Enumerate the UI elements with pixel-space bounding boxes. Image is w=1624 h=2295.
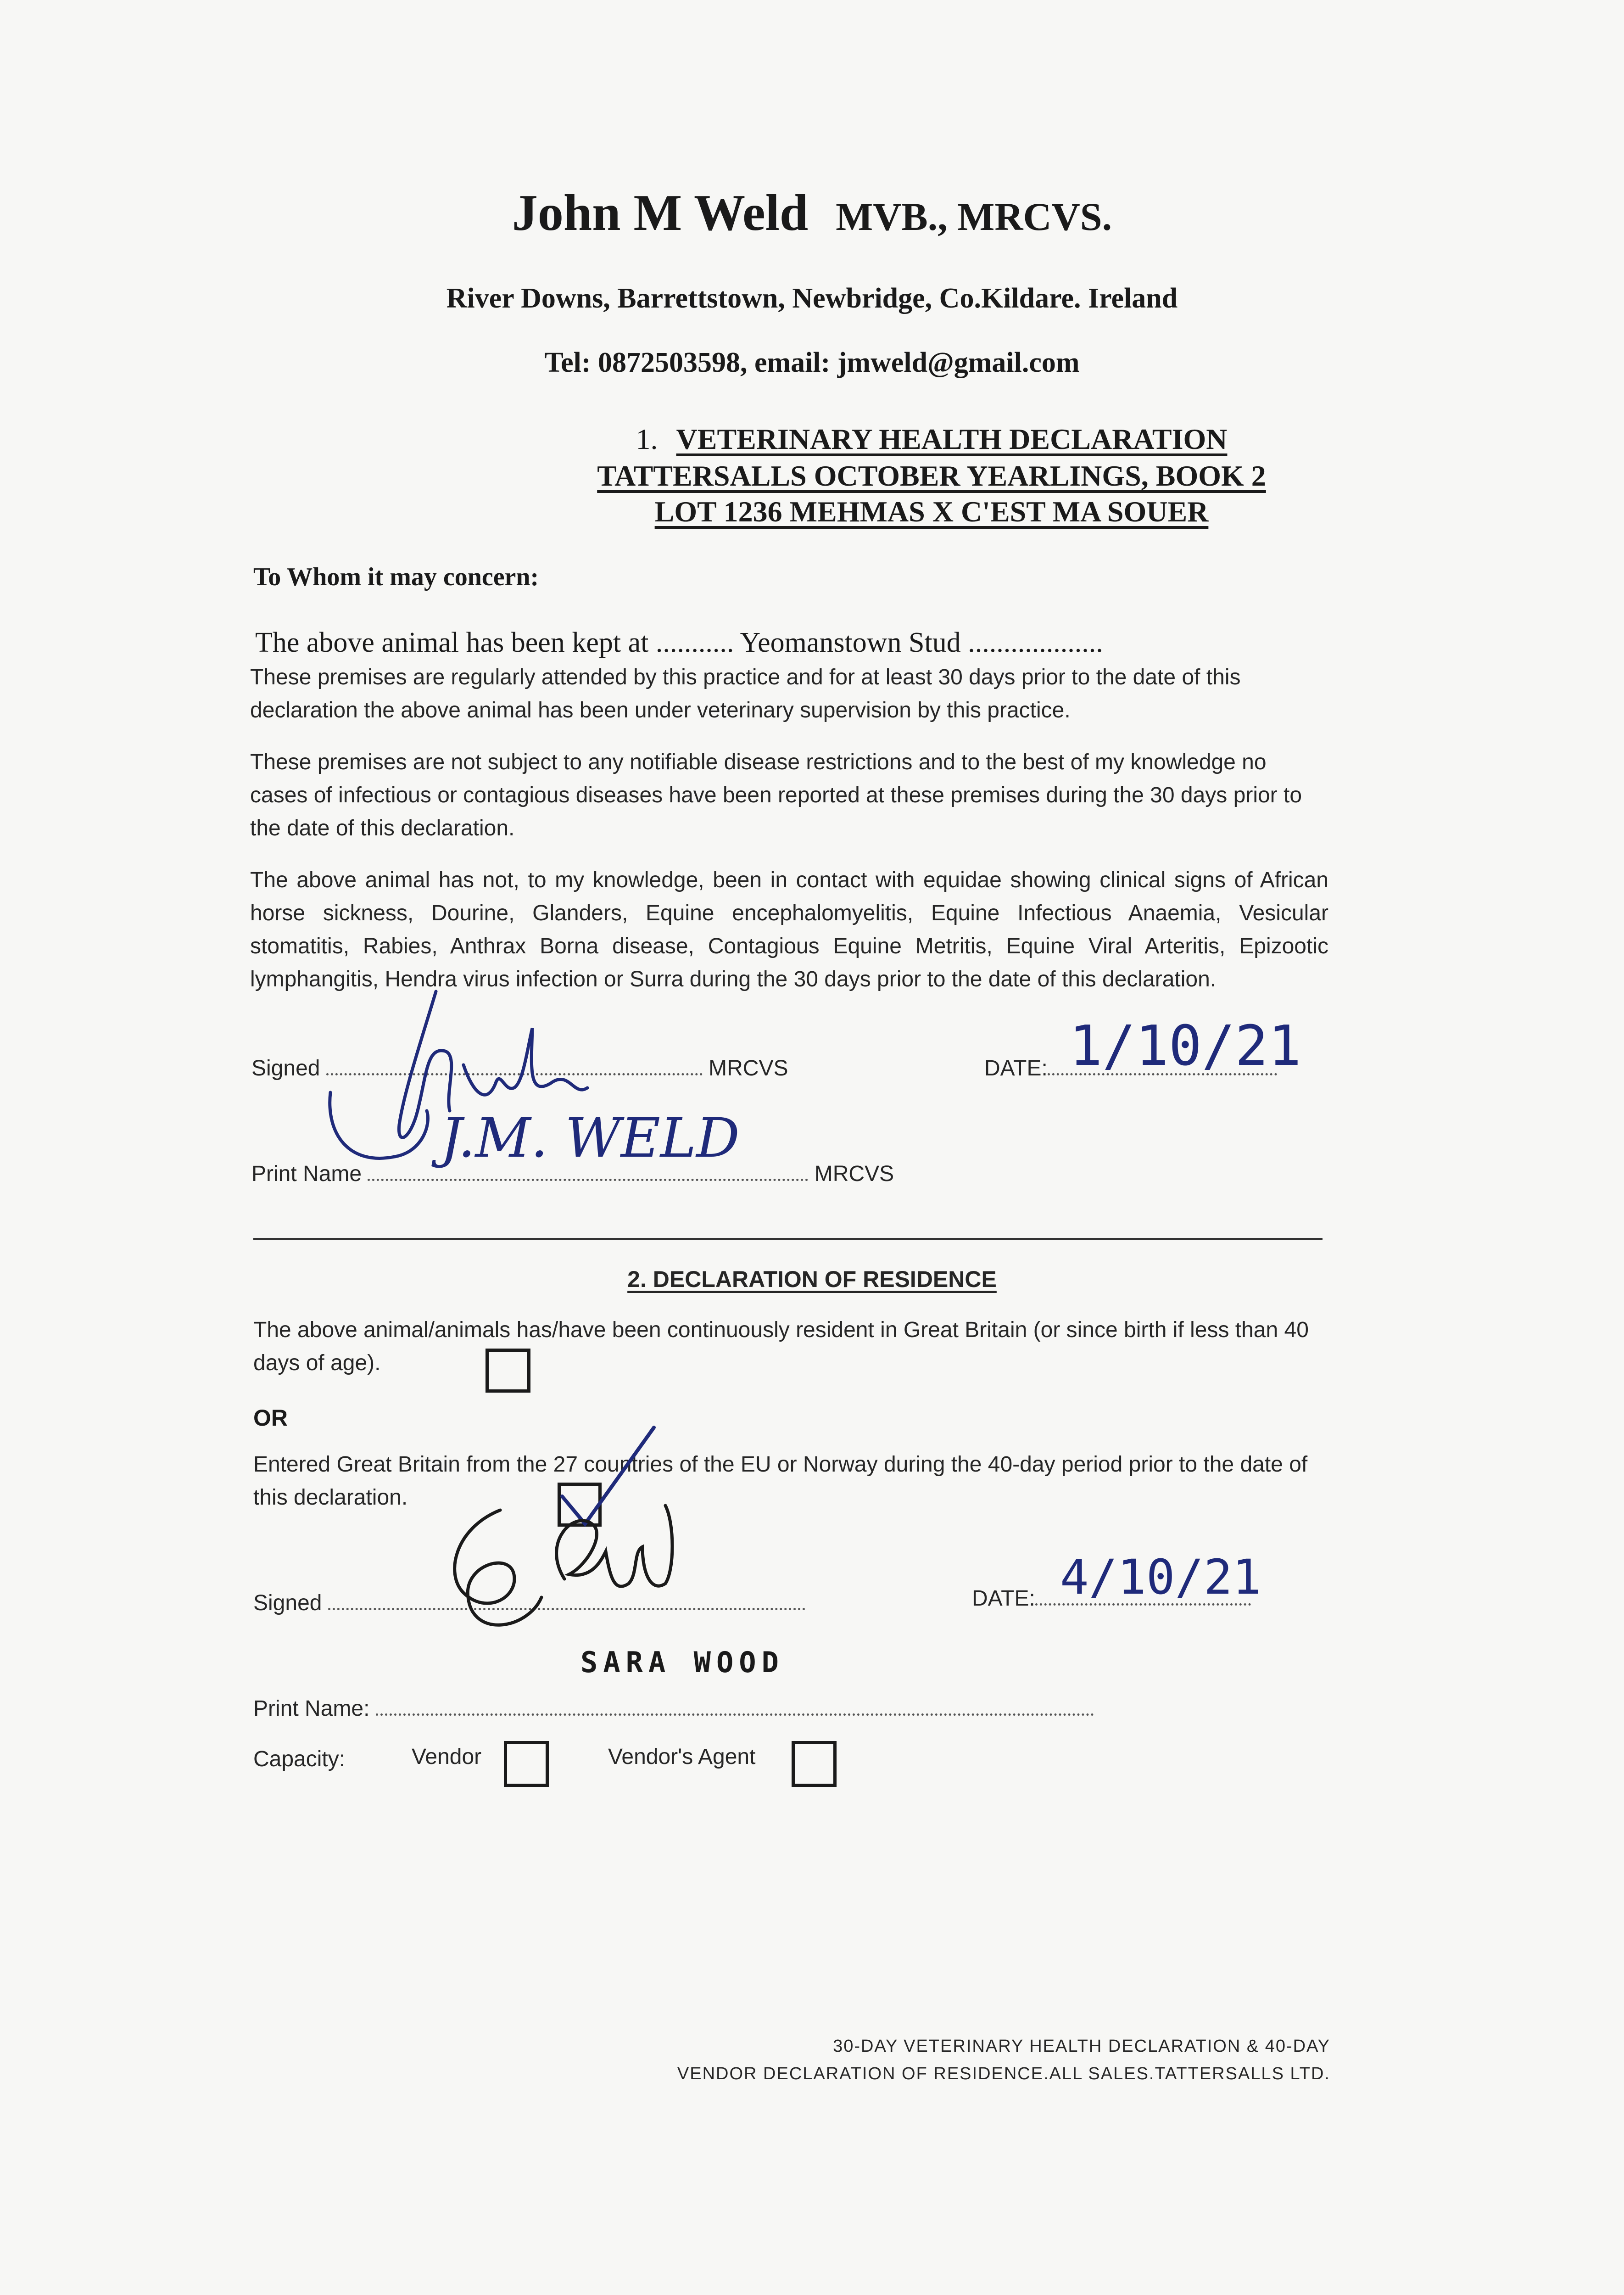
capacity-label: Capacity: bbox=[253, 1747, 346, 1771]
section1-title: VETERINARY HEALTH DECLARATION bbox=[676, 423, 1228, 455]
sale-heading: TATTERSALLS OCTOBER YEARLINGS, BOOK 2 bbox=[597, 459, 1266, 492]
vendor-checkbox[interactable] bbox=[504, 1741, 549, 1787]
mrcvs-label-2: MRCVS bbox=[814, 1162, 894, 1186]
section2-title: 2. DECLARATION OF RESIDENCE bbox=[627, 1266, 997, 1292]
date-handwritten-1: 1/10/21 bbox=[1069, 1014, 1301, 1078]
resident-checkbox[interactable] bbox=[486, 1349, 530, 1393]
footer-line-2: VENDOR DECLARATION OF RESIDENCE.ALL SALES.TATTERSALLS LTD. bbox=[677, 2064, 1330, 2083]
kept-at-line bbox=[255, 627, 1103, 659]
entered-paragraph: Entered Great Britain from the 27 countries of the EU or Norway during the 40-day period prior to the date of this declaration. bbox=[253, 1452, 1308, 1510]
vendor-label: Vendor bbox=[412, 1745, 482, 1769]
signed-label-2: Signed bbox=[253, 1591, 322, 1615]
print-name-handwritten-2: SARA WOOD bbox=[580, 1646, 784, 1679]
print-name-handwritten-1: J.M. WELD bbox=[441, 1106, 740, 1170]
lot-heading: LOT 1236 MEHMAS X C'EST MA SOUER bbox=[654, 495, 1209, 528]
footer-line-1: 30-DAY VETERINARY HEALTH DECLARATION & 40-DAY bbox=[833, 2037, 1330, 2056]
letterhead-address: River Downs, Barrettstown, Newbridge, Co.Kildare. Ireland bbox=[446, 283, 1178, 314]
date-handwritten-2: 4/10/21 bbox=[1060, 1549, 1261, 1605]
vet-qualifications: MVB., MRCVS. bbox=[836, 195, 1112, 239]
kept-prefix: The above animal has been kept at ........... bbox=[255, 627, 734, 658]
or-label: OR bbox=[253, 1405, 288, 1431]
vendor-signature bbox=[436, 1446, 720, 1652]
signature-stroke bbox=[455, 1510, 541, 1625]
vet-signature bbox=[312, 973, 642, 1203]
letterhead-name bbox=[0, 184, 1624, 243]
vendors-agent-checkbox[interactable] bbox=[792, 1741, 837, 1787]
supervision-paragraph: These premises are regularly attended by this practice and for at least 30 days prior to the date of this declaration the above animal has been under veterinary supervision by this practice. bbox=[250, 665, 1241, 722]
kept-location: Yeomanstown Stud bbox=[740, 627, 961, 658]
letterhead-contact: Tel: 0872503598, email: jmweld@gmail.com bbox=[544, 347, 1080, 378]
disease-contact-paragraph: The above animal has not, to my knowledge, been in contact with equidae showing clinical signs of African horse sickness, Dourine, Glanders, Equine encephalomyelitis, Equine Infectious Anaemia, Vesicular stomatitis, Rabies, Anthrax Borna disease, Contagious Equine Metritis, Equine Viral Arteritis, Epizootic lymphangitis, Hendra virus infection or Surra during the 30 days prior to the date of this declaration. bbox=[250, 868, 1328, 991]
signature-stroke bbox=[399, 991, 451, 1137]
salutation: To Whom it may concern: bbox=[253, 563, 539, 591]
signature-stroke bbox=[463, 1028, 587, 1095]
capacity-row bbox=[253, 1746, 345, 1772]
print-name-label: Print Name bbox=[251, 1162, 362, 1186]
signature-stroke bbox=[557, 1506, 672, 1586]
print-name-line-2 bbox=[376, 1713, 1094, 1716]
vendors-agent-label: Vendor's Agent bbox=[608, 1745, 756, 1769]
section-divider bbox=[253, 1238, 1323, 1240]
section1-number: 1. bbox=[636, 423, 658, 455]
signed-label: Signed bbox=[251, 1056, 320, 1080]
vet-name: John M Weld bbox=[512, 185, 809, 241]
date-label-2: DATE: bbox=[972, 1586, 1035, 1611]
restrictions-paragraph: These premises are not subject to any notifiable disease restrictions and to the best of my knowledge no cases of infectious or contagious diseases have been reported at these premises during the 30 days prior to the date of this declaration. bbox=[250, 750, 1302, 840]
mrcvs-label: MRCVS bbox=[709, 1056, 788, 1080]
resident-paragraph: The above animal/animals has/have been continuously resident in Great Britain (or since birth if less than 40 days of age). bbox=[253, 1318, 1309, 1375]
print-name-label-2: Print Name: bbox=[253, 1696, 370, 1721]
kept-suffix: ................... bbox=[968, 627, 1103, 658]
section1-heading bbox=[459, 422, 1404, 456]
date-label: DATE: bbox=[984, 1056, 1048, 1080]
print-name-row-2 bbox=[253, 1696, 1094, 1721]
